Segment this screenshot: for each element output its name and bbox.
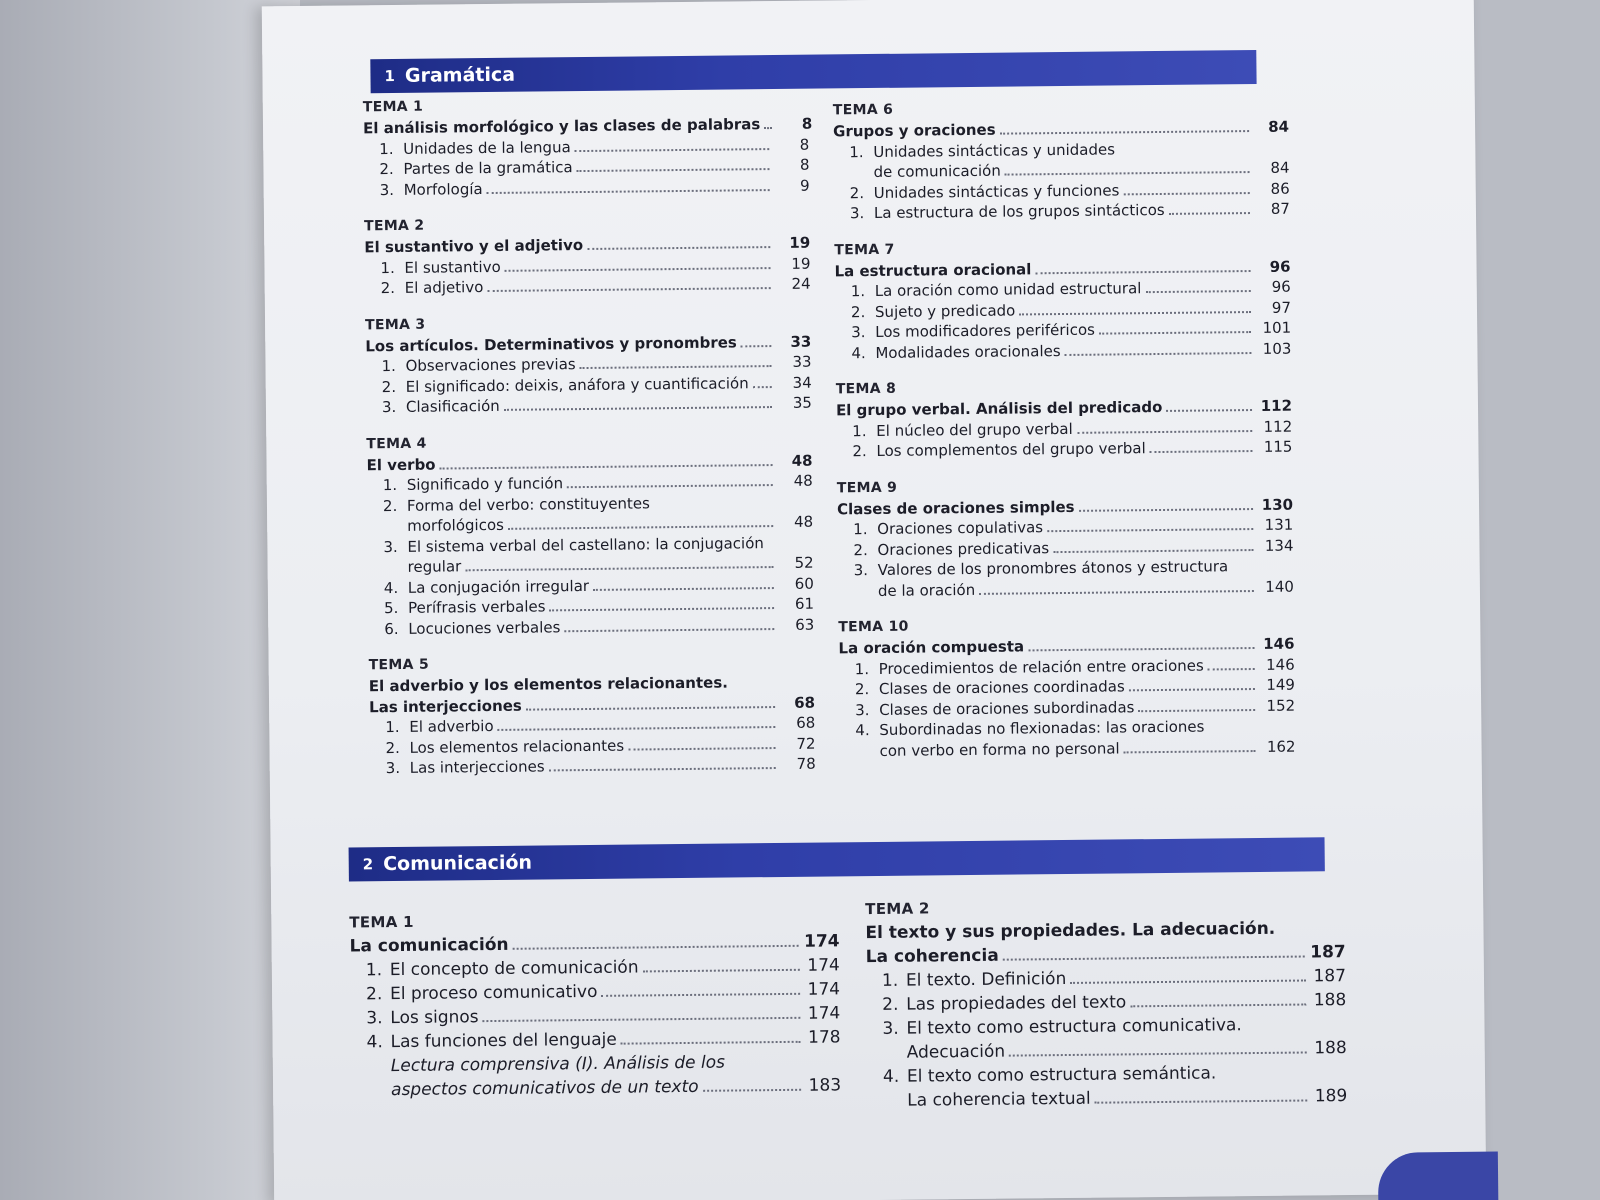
dot-leader (753, 386, 772, 388)
tema-block (837, 475, 1294, 601)
entry-title: El sustantivo y el adjetivo (364, 236, 584, 257)
tema-heading: TEMA 3 (365, 316, 426, 333)
dot-leader (1035, 270, 1250, 274)
dot-leader (504, 406, 772, 411)
entry-title: El texto como estructura semántica. (906, 1063, 1217, 1087)
page-number: 24 (791, 274, 811, 293)
dot-leader (1005, 171, 1250, 176)
page-number: 146 (1265, 655, 1295, 674)
tema-block (836, 377, 1293, 462)
tema-block (349, 908, 841, 1102)
entry-title: aspectos comunicativos de un texto (391, 1076, 699, 1101)
dot-leader (465, 566, 773, 571)
toc-entry (839, 736, 1295, 761)
tema-block (834, 237, 1291, 363)
dot-leader (1095, 1099, 1308, 1103)
entry-title: La coherencia (865, 945, 999, 968)
dot-leader (1070, 979, 1306, 983)
page-number: 178 (808, 1027, 841, 1048)
page-number: 60 (794, 574, 814, 593)
dot-leader (580, 365, 772, 369)
dot-leader (1053, 549, 1253, 553)
page-number: 103 (1262, 339, 1292, 358)
entry-title: Modalidades oracionales (875, 341, 1061, 362)
entry-number: 1. (850, 282, 866, 301)
dot-leader (567, 484, 773, 488)
entry-title: La oración como unidad estructural (874, 279, 1142, 300)
entry-number: 6. (384, 619, 399, 638)
entry-title: La oración compuesta (838, 637, 1025, 658)
entry-number: 3. (366, 1008, 383, 1029)
page-number: 149 (1266, 675, 1296, 694)
page-number: 84 (1270, 158, 1290, 177)
page-number: 174 (807, 1003, 841, 1024)
entry-title: Clasificación (405, 396, 500, 416)
entry-title: Lectura comprensiva (I). Análisis de los (390, 1052, 726, 1077)
entry-number: 2. (854, 680, 870, 699)
entry-title: Grupos y oraciones (832, 120, 996, 141)
dot-leader (621, 1041, 801, 1045)
page-number: 84 (1268, 117, 1290, 136)
page-number: 48 (791, 451, 813, 470)
page-number: 188 (1313, 990, 1347, 1011)
toc-entry (834, 199, 1290, 224)
entry-title: Los modificadores periféricos (875, 320, 1096, 341)
page-number: 19 (791, 254, 811, 273)
page-number: 9 (800, 176, 810, 195)
corner-tab (1378, 1151, 1499, 1200)
toc-entry (366, 393, 812, 418)
entry-title: El análisis morfológico y las clases de palabras (362, 115, 761, 138)
page-number: 96 (1269, 257, 1291, 276)
entry-title: Los elementos relacionantes (409, 736, 625, 757)
entry-title: morfológicos (407, 515, 504, 535)
page-number: 112 (1260, 396, 1293, 415)
entry-title: Clases de oraciones subordinadas (879, 697, 1135, 719)
entry-number: 1. (380, 258, 395, 277)
dot-leader (741, 345, 772, 347)
entry-number: 1. (849, 142, 864, 161)
page-number: 130 (1261, 495, 1294, 514)
entry-number: 4. (882, 1066, 900, 1087)
section-number: 1 (384, 66, 396, 86)
page-number: 174 (803, 931, 840, 952)
tema-heading: TEMA 1 (362, 98, 424, 116)
page-number: 115 (1263, 437, 1293, 456)
entry-number: 1. (381, 356, 396, 376)
page-number: 187 (1310, 942, 1346, 963)
entry-title: Las funciones del lenguaje (390, 1029, 617, 1053)
page-number: 72 (796, 734, 816, 753)
entry-title: Subordinadas no flexionadas: las oraciones (879, 717, 1205, 739)
tema-block (365, 312, 812, 418)
toc-entry (368, 614, 814, 639)
entry-number: 3. (381, 397, 397, 417)
entry-number: 2. (852, 442, 867, 461)
entry-title: La estructura oracional (834, 259, 1032, 280)
dot-leader (1208, 668, 1255, 670)
tema-heading: TEMA 7 (834, 241, 895, 258)
page-number: 68 (796, 713, 816, 732)
section-title: Comunicación (383, 851, 533, 876)
comunicacion-right-column (865, 895, 1347, 1131)
page-number: 48 (793, 512, 814, 531)
entry-title: Morfología (403, 179, 483, 199)
entry-number: 4. (851, 343, 866, 362)
dot-leader (1124, 750, 1256, 753)
book-page (262, 0, 1486, 1200)
dot-leader (628, 747, 775, 751)
entry-title: El adjetivo (404, 278, 484, 297)
entry-number: 1. (365, 960, 383, 981)
tema-heading: TEMA 10 (838, 618, 909, 636)
page-number: 183 (808, 1075, 842, 1096)
entry-number: 3. (385, 758, 401, 778)
toc-entry (835, 338, 1291, 363)
dot-leader (764, 127, 772, 129)
section-header-gramatica (370, 50, 1256, 93)
entry-title: de la oración (877, 580, 976, 600)
gramatica-left-column (363, 95, 816, 797)
page-number: 35 (792, 393, 813, 412)
entry-number: 1. (379, 139, 394, 158)
dot-leader (1028, 647, 1254, 651)
entry-title: Oraciones predicativas (877, 538, 1050, 559)
toc-entry (838, 576, 1294, 601)
dot-leader (593, 587, 774, 591)
dot-leader (1079, 508, 1253, 512)
dot-leader (575, 148, 770, 152)
entry-number: 3. (855, 700, 870, 719)
dot-leader (1166, 409, 1252, 412)
dot-leader (703, 1089, 801, 1092)
entry-title: El proceso comunicativo (389, 981, 598, 1005)
entry-title: de comunicación (873, 161, 1001, 181)
entry-title: El texto como estructura comunicativa. (906, 1015, 1242, 1039)
dot-leader (1130, 1003, 1306, 1007)
entry-number: 1. (853, 520, 868, 539)
dot-leader (549, 767, 776, 771)
tema-heading: TEMA 4 (366, 435, 427, 452)
dot-leader (643, 969, 800, 973)
entry-number: 3. (851, 323, 866, 342)
page-number: 134 (1264, 536, 1294, 555)
dot-leader (505, 267, 771, 272)
entry-title: Forma del verbo: constituyentes (406, 493, 651, 515)
page-number: 48 (793, 471, 813, 490)
entry-title: La comunicación (349, 934, 509, 957)
tema-heading: TEMA 8 (835, 380, 897, 398)
entry-number: 2. (850, 302, 866, 321)
entry-title: El concepto de comunicación (389, 957, 639, 981)
dot-leader (1000, 130, 1249, 135)
dot-leader (1129, 688, 1255, 691)
page-number: 78 (796, 754, 816, 773)
dot-leader (601, 993, 800, 997)
toc-entry (364, 175, 810, 200)
page-number: 8 (801, 114, 813, 133)
toc-entry (865, 916, 1345, 945)
entry-number: 3. (383, 537, 398, 556)
page-number: 112 (1263, 417, 1293, 436)
section-title: Gramática (404, 63, 516, 87)
entry-title: Unidades de la lengua (403, 137, 571, 158)
entry-title: Observaciones previas (405, 355, 576, 375)
entry-title: Adecuación (906, 1041, 1006, 1063)
gramatica-right-column (833, 98, 1296, 780)
dot-leader (440, 464, 773, 469)
page-number: 34 (792, 373, 812, 392)
page-number: 86 (1270, 179, 1290, 198)
entry-title: Sujeto y predicado (874, 301, 1016, 321)
entry-number: 1. (382, 475, 398, 495)
page-number: 101 (1262, 318, 1292, 337)
entry-number: 3. (882, 1018, 899, 1039)
toc-entry (351, 1073, 841, 1102)
dot-leader (526, 706, 775, 711)
page-number: 8 (799, 135, 810, 154)
entry-number: 4. (366, 1032, 383, 1053)
entry-title: Oraciones copulativas (877, 518, 1044, 538)
dot-leader (1150, 450, 1253, 453)
page-number: 131 (1264, 515, 1294, 534)
dot-leader (483, 1017, 801, 1022)
toc-entry (836, 437, 1292, 462)
dot-leader (1169, 212, 1250, 215)
entry-title: El significado: deixis, anáfora y cuantificación (405, 373, 749, 396)
dot-leader (498, 726, 776, 731)
page-number: 187 (1313, 966, 1347, 987)
dot-leader (1077, 430, 1252, 434)
entry-number: 1. (854, 659, 870, 678)
dot-leader (1145, 290, 1250, 293)
page-number: 174 (807, 955, 840, 976)
entry-number: 4. (855, 721, 870, 740)
tema-block (362, 95, 813, 201)
entry-title: Los signos (390, 1007, 479, 1029)
tema-block (833, 98, 1290, 224)
toc-entry (370, 754, 816, 779)
dot-leader (513, 945, 799, 950)
entry-title: Las interjecciones (368, 696, 522, 716)
previous-page-shadow (0, 0, 300, 1200)
tema-block (366, 431, 814, 639)
dot-leader (587, 246, 770, 250)
page-number: 188 (1314, 1038, 1347, 1059)
page-number: 162 (1266, 737, 1296, 756)
entry-number: 1. (881, 970, 899, 991)
tema-heading: TEMA 9 (836, 479, 898, 496)
entry-number: 3. (853, 561, 869, 580)
toc-entry (365, 274, 811, 299)
entry-title: Locuciones verbales (408, 617, 561, 638)
page-number: 63 (795, 615, 815, 634)
entry-number: 2. (853, 540, 868, 559)
page-number: 87 (1270, 199, 1291, 218)
entry-title: El núcleo del grupo verbal (876, 419, 1073, 440)
entry-title: El adverbio (409, 716, 494, 736)
entry-title: El sistema verbal del castellano: la conjugación (407, 533, 764, 556)
entry-title: Las propiedades del texto (906, 992, 1127, 1015)
entry-title: El texto y sus propiedades. La adecuación. (865, 918, 1276, 944)
entry-number: 2. (849, 183, 865, 202)
page-number: 52 (794, 553, 814, 572)
page-number: 152 (1266, 696, 1296, 715)
page-number: 174 (807, 979, 841, 1000)
dot-leader (487, 189, 770, 194)
dot-leader (1003, 956, 1304, 961)
tema-heading: TEMA 2 (363, 217, 425, 235)
entry-title: Las interjecciones (409, 757, 545, 777)
entry-title: Clases de oraciones coordinadas (878, 677, 1125, 698)
tema-block (364, 214, 811, 299)
entry-title: El adverbio y los elementos relacionantes. (368, 673, 728, 696)
page-number: 146 (1263, 634, 1295, 653)
dot-leader (508, 525, 773, 530)
entry-title: Valores de los pronombres átonos y estructura (877, 557, 1229, 579)
toc-entry (867, 1084, 1347, 1113)
page-number: 33 (790, 332, 812, 351)
dot-leader (564, 628, 774, 632)
entry-number: 2. (365, 984, 383, 1005)
entry-title: El texto. Definición (905, 969, 1067, 991)
entry-title: Clases de oraciones simples (836, 497, 1075, 518)
page-number: 140 (1265, 577, 1294, 596)
entry-title: Perífrasis verbales (407, 597, 546, 617)
page-number: 61 (794, 594, 815, 613)
page-number: 33 (792, 352, 812, 371)
tema-heading: TEMA 6 (832, 101, 894, 119)
dot-leader (1123, 192, 1249, 195)
entry-title: La conjugación irregular (407, 576, 590, 597)
dot-leader (1047, 528, 1253, 532)
entry-title: La estructura de los grupos sintácticos (873, 200, 1165, 222)
page-number: 96 (1271, 277, 1291, 296)
dot-leader (1099, 331, 1251, 335)
entry-number: 3. (849, 204, 865, 223)
entry-title: con verbo en forma no personal (879, 738, 1120, 760)
tema-block (369, 653, 816, 779)
section-number: 2 (362, 855, 374, 874)
entry-title: El sustantivo (404, 257, 501, 277)
entry-title: Procedimientos de relación entre oraciones (878, 656, 1204, 678)
page-number: 19 (789, 233, 811, 252)
page-number: 8 (799, 155, 810, 174)
entry-number: 2. (381, 377, 397, 396)
page-number: 97 (1271, 298, 1292, 317)
page-number: 189 (1314, 1086, 1348, 1107)
comunicacion-left-column (349, 908, 841, 1120)
tema-heading: TEMA 5 (368, 656, 430, 674)
dot-leader (979, 590, 1254, 595)
entry-title: Unidades sintácticas y funciones (873, 180, 1120, 202)
entry-number: 2. (382, 496, 398, 515)
dot-leader (577, 168, 770, 172)
entry-number: 1. (385, 717, 400, 737)
entry-title: El grupo verbal. Análisis del predicado (835, 397, 1163, 420)
tema-heading: TEMA 2 (865, 899, 930, 919)
tema-block (838, 615, 1295, 762)
section-header-comunicacion (349, 837, 1325, 881)
tema-block (865, 895, 1347, 1113)
entry-number: 1. (852, 421, 867, 440)
entry-number: 2. (380, 278, 396, 298)
dot-leader (1138, 709, 1255, 712)
entry-number: 2. (882, 994, 899, 1015)
entry-number: 5. (383, 598, 399, 618)
dot-leader (550, 607, 775, 611)
dot-leader (1019, 311, 1251, 315)
entry-title: El verbo (366, 455, 436, 474)
dot-leader (1065, 352, 1252, 356)
entry-title: Unidades sintácticas y unidades (873, 139, 1116, 161)
entry-number: 3. (379, 180, 395, 199)
entry-title: regular (407, 557, 462, 576)
entry-number: 2. (385, 738, 400, 757)
entry-title: Los artículos. Determinativos y pronombres (365, 332, 737, 355)
dot-leader (487, 287, 770, 292)
tema-heading: TEMA 1 (349, 912, 414, 932)
entry-number: 2. (379, 160, 394, 179)
entry-title: Partes de la gramática (403, 158, 573, 178)
entry-title: La coherencia textual (907, 1088, 1091, 1111)
entry-number: 4. (383, 578, 399, 597)
entry-title: Significado y función (406, 474, 564, 494)
dot-leader (1009, 1051, 1307, 1056)
entry-title: Los complementos del grupo verbal (876, 439, 1146, 460)
page-number: 68 (794, 693, 816, 712)
